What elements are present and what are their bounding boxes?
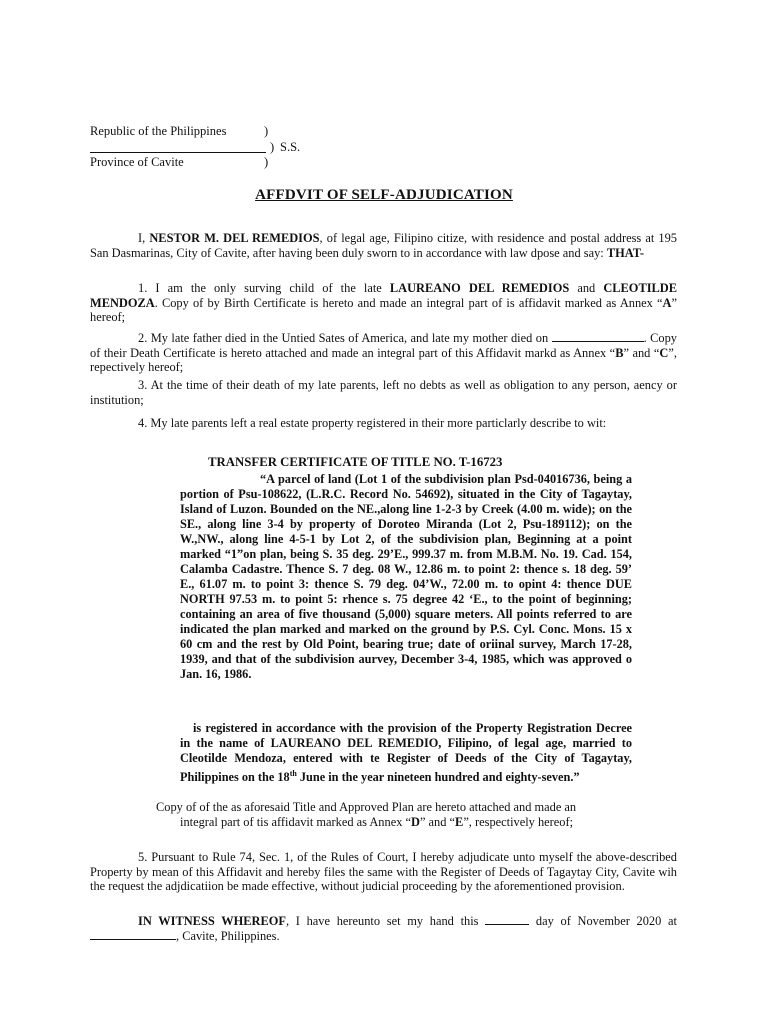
paragraph-1 (90, 281, 677, 325)
place-blank (90, 939, 176, 940)
annex-label: B (615, 345, 624, 360)
annex-label: A (662, 295, 672, 310)
intro-that: THAT- (606, 245, 645, 260)
venue-republic: Republic of the Philippines (90, 124, 227, 138)
registration-text: is registered in accordance with the provision of the Property Registration Decree in the name of LAUREANO DEL REMEDIO, Filipino, of legal age, married to Cleotilde Mendoza, entered with te Register of Deeds of the City of Tagaytay, Philippines on the 18 (180, 721, 632, 785)
tct-title: TRANSFER CERTIFICATE OF TITLE NO. T-16723 (208, 455, 503, 469)
p1-text: 1. I am the only surving child of the late (138, 281, 390, 295)
paragraph-5: 5. Pursuant to Rule 74, Sec. 1, of the Rules of Court, I hereby adjudicate unto myself the above-described Property by mean of this Affidavit and hereby files the same with the Register of Deeds of Tagaytay City, Cavite wih the request the adjdicatiion be made effective, without judicial proceeding by the aforementioned provision. (90, 850, 677, 894)
paragraph-4: 4. My late parents left a real estate property registered in their more particlarly describe to wit: (138, 416, 607, 430)
copy-text: integral part of tis affidavit marked as Annex “ (180, 815, 411, 829)
witness-paragraph (90, 914, 677, 943)
witness-text: , Cavite, Philippines. (176, 928, 280, 943)
p2-text: . Copy of their Death Certificate is hereto attached and made an integral part of this Affidavit markd as Annex “ (90, 331, 677, 360)
intro-prefix: I, (138, 231, 150, 245)
copy-line-1: Copy of of the as aforesaid Title and Approved Plan are hereto attached and made an (156, 800, 577, 814)
annex-label: C (659, 345, 669, 360)
p1-text: ” hereof; (90, 295, 677, 325)
copy-text: ” and “ (419, 815, 456, 829)
annex-label: E (455, 815, 464, 829)
property-description: “A parcel of land (Lot 1 of the subdivision plan Psd-04016736, being a portion of Psu-108622, (L.R.C. Record No. 54692), situated in the City of Tagaytay, Island of Luzon. Bounded on the NE.,along line 1-2-3 by Creek (4.00 m. wide); on the SE., along line 3-4 by property of Doroteo Miranda (Lot 2, Psu-189112); on the W.,NW., along line 4-5-1 by Lot 2, of the subdivision plan, Beginning at a point marked “1”on plan, being S. 35 deg. 29’E., 999.37 m. from M.B.M. No. 19. Cad. 154, Calamba Cadastre. Thence S. 7 deg. 08 W., 12.86 m. to point 2: thence s. 18 deg. 59’ E., 61.07 m. to point 3: thence S. 79 deg. 04’W., 72.00 m. to opint 4: thence DUE NORTH 97.53 m. to point 5: rhence s. 75 degree 42 ‘E., to the point of beginning; containing an area of five thousand (5,000) square meters. All points referred to are indicated the plan marked and marked on the ground by P.S. Cyl. Conc. Mons. 15 x 60 cm and the rest by Old Point, bearing true; date of oriinal survey, March 17-28, 1939, and that of the subdivision aurvey, December 3-4, 1985, which was approved o Jan. 16, 1986. (180, 472, 632, 681)
paragraph-3: 3. At the time of their death of my late parents, left no debts as well as obligation to any person, aency or institution; (90, 378, 677, 407)
intro-text: , of legal age, Filipino citize, with residence and postal address at 195 San Dasmarinas, City of Cavite, after having been duly sworn to in accordance with law dpose and say: (90, 231, 677, 260)
intro-paragraph (90, 231, 677, 260)
p1-text: . Copy of by Birth Certificate is hereto and made an integral part of is affidavit marked as Annex “ (154, 295, 663, 310)
witness-heading: IN WITNESS WHEREOF (138, 914, 286, 928)
ordinal-suffix: th (289, 769, 297, 778)
p2-text: ”, repectively hereof; (90, 345, 677, 375)
venue-paren: ) (270, 139, 275, 154)
registration-text: June in the year nineteen hundred and eighty-seven.” (296, 770, 580, 785)
day-blank (485, 924, 529, 925)
date-blank (552, 341, 644, 342)
registration-paragraph (180, 721, 632, 785)
paragraph-2 (90, 331, 677, 375)
p2-text: 2. My late father died in the Untied Sates of America, and late my mother died on (138, 331, 552, 345)
copy-line-2 (180, 815, 678, 830)
venue-block (90, 124, 301, 171)
mother-name: CLEOTILDE MENDOZA (90, 281, 678, 310)
copy-text: ”, respectively hereof; (463, 815, 574, 829)
venue-underline (90, 152, 266, 153)
document-title: AFFDVIT OF SELF-ADJUDICATION (255, 187, 513, 203)
venue-paren: ) (264, 124, 269, 138)
affiant-name: NESTOR M. DEL REMEDIOS (149, 231, 320, 245)
annex-label: D (411, 815, 420, 829)
father-name: LAUREANO DEL REMEDIOS (389, 281, 570, 295)
p1-text: and (569, 281, 604, 295)
witness-text: , I have hereunto set my hand this (285, 914, 486, 928)
p2-text: ” and “ (623, 345, 660, 360)
venue-province: Province of Cavite (90, 155, 184, 169)
venue-paren: ) (264, 155, 269, 169)
venue-ss: S.S. (280, 139, 301, 154)
witness-text: day of November 2020 at (529, 914, 677, 928)
